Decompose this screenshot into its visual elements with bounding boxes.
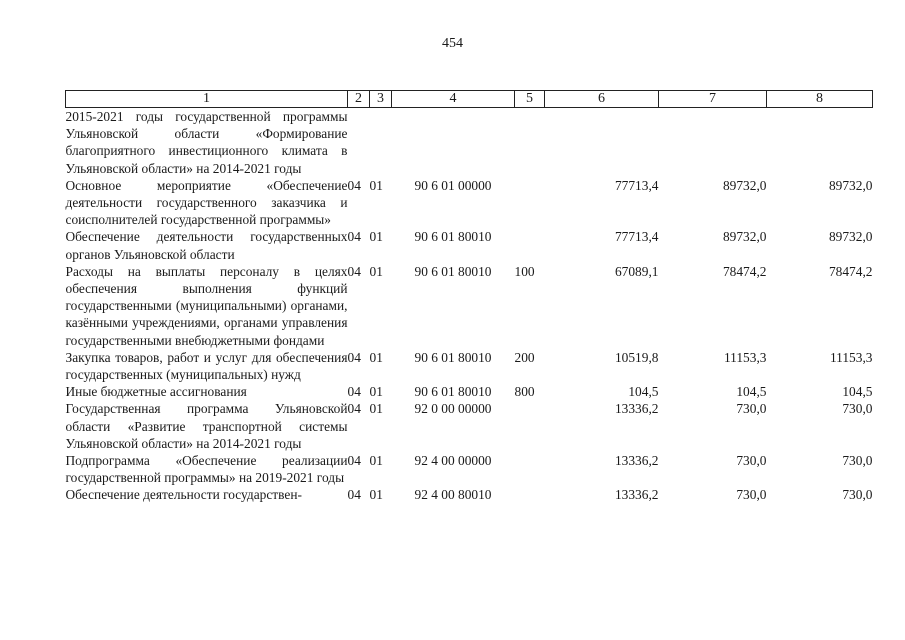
section-code: 04 <box>347 384 361 400</box>
amount-col-6: 13336,2 <box>614 401 659 417</box>
expense-type-code <box>515 486 545 503</box>
amount-col-8: 78474,2 <box>828 263 873 279</box>
subsection-code: 01 <box>369 177 383 193</box>
amount-col-8: 89732,0 <box>828 177 873 193</box>
table-row <box>66 263 873 349</box>
expense-type-code <box>515 177 545 229</box>
amount-col-6: 67089,1 <box>614 263 659 279</box>
column-header-3: 3 <box>370 91 392 108</box>
amount-col-7: 89732,0 <box>722 229 767 245</box>
table-row <box>66 452 873 486</box>
table-row <box>66 400 873 452</box>
section-code: 04 <box>347 487 361 503</box>
expense-type-code <box>515 108 545 177</box>
table-row <box>66 177 873 229</box>
section-code: 04 <box>347 401 361 417</box>
subsection-code <box>370 108 392 177</box>
subsection-code: 01 <box>369 401 383 417</box>
column-header-6: 6 <box>545 91 659 108</box>
table-row <box>66 108 873 177</box>
amount-col-7: 78474,2 <box>722 263 767 279</box>
target-article-code: 90 6 01 80010 <box>414 384 492 400</box>
amount-col-7: 89732,0 <box>722 177 767 193</box>
amount-col-8: 730,0 <box>842 401 873 417</box>
column-header-4: 4 <box>392 91 515 108</box>
expense-type-code <box>515 228 545 262</box>
row-name: Закупка товаров, работ и услуг для обеспечения государственных (муниципальных) нужд <box>65 349 348 383</box>
column-header-8: 8 <box>767 91 873 108</box>
page-number: 454 <box>442 36 463 51</box>
subsection-code: 01 <box>369 349 383 365</box>
expense-type-code <box>515 400 545 452</box>
row-name: Обеспечение деятельности государствен- <box>65 487 302 503</box>
target-article-code: 90 6 01 80010 <box>414 229 492 245</box>
expense-type-code: 100 <box>514 263 535 279</box>
target-article-code: 90 6 01 80010 <box>414 349 492 365</box>
section-code <box>348 108 370 177</box>
row-name: Обеспечение деятельности государственных органов Ульяновской области <box>65 229 348 262</box>
target-article-code: 92 0 00 00000 <box>414 401 492 417</box>
amount-col-8: 11153,3 <box>829 349 873 365</box>
subsection-code: 01 <box>369 453 383 469</box>
row-name: Иные бюджетные ассигнования <box>65 384 247 400</box>
target-article-code: 90 6 01 80010 <box>414 263 492 279</box>
subsection-code: 01 <box>369 384 383 400</box>
amount-col-7: 730,0 <box>736 487 767 503</box>
expense-type-code: 800 <box>514 384 535 400</box>
expense-type-code <box>515 452 545 486</box>
column-header-1: 1 <box>66 91 348 108</box>
section-code: 04 <box>347 349 361 365</box>
amount-col-7: 11153,3 <box>723 349 767 365</box>
row-name: Государственная программа Ульяновской области «Развитие транспортной системы Ульяновской области» на 2014-2021 годы <box>65 401 348 451</box>
column-number-header-row <box>66 91 873 108</box>
amount-col-6: 10519,8 <box>614 349 659 365</box>
target-article-code: 92 4 00 80010 <box>414 487 492 503</box>
target-article-code: 90 6 01 00000 <box>414 177 492 193</box>
amount-col-6 <box>545 108 659 177</box>
section-code: 04 <box>347 453 361 469</box>
amount-col-8: 89732,0 <box>828 229 873 245</box>
subsection-code: 01 <box>369 263 383 279</box>
amount-col-6: 104,5 <box>628 384 659 400</box>
amount-col-6: 77713,4 <box>614 177 659 193</box>
amount-col-8 <box>767 108 873 177</box>
amount-col-8: 730,0 <box>842 453 873 469</box>
table-row <box>66 228 873 262</box>
subsection-code: 01 <box>369 229 383 245</box>
amount-col-6: 13336,2 <box>614 487 659 503</box>
target-article-code: 92 4 00 00000 <box>414 453 492 469</box>
amount-col-8: 730,0 <box>842 487 873 503</box>
amount-col-7 <box>659 108 767 177</box>
row-name: Подпрограмма «Обеспечение реализации государственной программы» на 2019-2021 годы <box>65 453 348 486</box>
section-code: 04 <box>347 263 361 279</box>
row-name: Расходы на выплаты персоналу в целях обеспечения выполнения функций государственными (муниципальными) органами, казёнными учреждениями, органами управления государственными внебюджетными фондами <box>65 263 348 348</box>
table-row <box>66 383 873 400</box>
amount-col-8: 104,5 <box>842 384 873 400</box>
amount-col-7: 730,0 <box>736 401 767 417</box>
row-name: Основное мероприятие «Обеспечение деятельности государственного заказчика и соисполнителей государственной программы» <box>65 177 348 228</box>
column-header-2: 2 <box>348 91 370 108</box>
amount-col-7: 730,0 <box>736 453 767 469</box>
column-header-7: 7 <box>659 91 767 108</box>
section-code: 04 <box>347 177 361 193</box>
row-name: 2015-2021 годы государственной программы Ульяновской области «Формирование благоприятного инвестиционного климата в Ульяновской области» на 2014-2021 годы <box>65 109 348 176</box>
target-article-code <box>392 108 515 177</box>
column-header-5: 5 <box>515 91 545 108</box>
subsection-code: 01 <box>369 487 383 503</box>
budget-table <box>65 90 873 504</box>
amount-col-6: 77713,4 <box>614 229 659 245</box>
amount-col-6: 13336,2 <box>614 453 659 469</box>
table-row <box>66 349 873 383</box>
amount-col-7: 104,5 <box>736 384 767 400</box>
expense-type-code: 200 <box>514 349 535 365</box>
section-code: 04 <box>347 229 361 245</box>
table-row <box>66 486 873 503</box>
